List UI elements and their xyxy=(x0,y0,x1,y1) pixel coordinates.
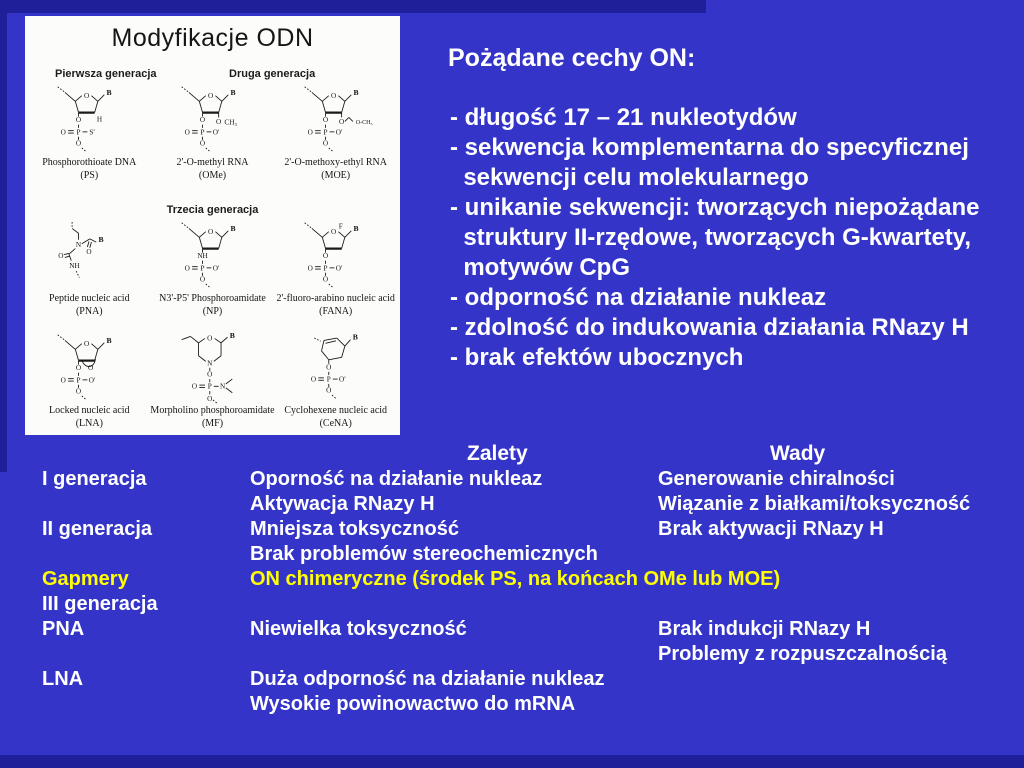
structure-abbr: (MOE) xyxy=(321,170,351,181)
structure-figure xyxy=(276,218,395,318)
structure-figure xyxy=(30,218,149,318)
svg-text:B: B xyxy=(229,331,235,341)
np-structure-drawing xyxy=(160,218,266,292)
structure-abbr: (CeNA) xyxy=(319,418,352,429)
generation-label-first: Pierwsza generacja xyxy=(55,68,157,80)
structure-name: Morpholino phosphoroamidate xyxy=(150,405,275,416)
table-header-row xyxy=(0,442,1024,467)
svg-text:B: B xyxy=(106,87,112,97)
table-header-wady: Wady xyxy=(770,442,826,465)
svg-text:B: B xyxy=(353,87,359,97)
mf-structure-drawing xyxy=(160,330,266,404)
structure-figure xyxy=(153,82,272,182)
table-row xyxy=(42,517,1024,542)
structure-figure xyxy=(153,218,272,318)
svg-text:S′: S′ xyxy=(89,128,96,137)
svg-text:O′: O′ xyxy=(335,128,343,137)
svg-text:O: O xyxy=(199,275,205,284)
svg-text:O: O xyxy=(184,264,190,273)
svg-text:B: B xyxy=(230,223,236,233)
feature-line: - odporność na działanie nukleaz xyxy=(450,284,827,311)
svg-text:P: P xyxy=(200,264,205,273)
features-list xyxy=(450,103,980,373)
svg-text:O′: O′ xyxy=(335,264,343,273)
structure-figure xyxy=(150,330,275,430)
svg-text:O: O xyxy=(338,117,344,126)
feature-line: - sekwencja komplementarna do specyficznej xyxy=(450,134,969,161)
svg-text:O: O xyxy=(307,264,313,273)
svg-text:O: O xyxy=(76,116,82,125)
svg-text:O: O xyxy=(76,364,82,373)
svg-text:B: B xyxy=(106,335,112,345)
svg-text:P: P xyxy=(207,382,212,391)
svg-text:O: O xyxy=(84,340,90,349)
zaleta-cell: Aktywacja RNazy H xyxy=(250,493,435,515)
svg-text:O′: O′ xyxy=(212,128,220,137)
structure-abbr: (PS) xyxy=(80,170,99,181)
generation-label-second: Druga generacja xyxy=(229,68,316,80)
table-row xyxy=(42,567,1024,592)
bottom-border-band xyxy=(0,755,1024,768)
structure-name: 2'-O-methyl RNA xyxy=(176,157,249,168)
svg-text:N: N xyxy=(206,359,212,368)
svg-text:O: O xyxy=(184,128,190,137)
structure-name: Peptide nucleic acid xyxy=(49,293,130,304)
structure-name: Cyclohexene nucleic acid xyxy=(284,405,388,416)
feature-line: - unikanie sekwencji: tworzących niepożądane xyxy=(450,194,980,221)
svg-text:P: P xyxy=(323,128,328,137)
svg-text:O: O xyxy=(86,248,92,257)
svg-text:O: O xyxy=(76,139,82,148)
svg-text:NH: NH xyxy=(196,252,208,261)
figure-title: Modyfikacje ODN xyxy=(111,24,314,52)
moe-structure-drawing xyxy=(283,82,389,156)
table-row xyxy=(42,467,1024,492)
left-border-band xyxy=(0,0,7,472)
svg-text:O-CH₃: O-CH₃ xyxy=(355,119,373,126)
svg-text:O: O xyxy=(330,92,336,101)
structure-abbr: (PNA) xyxy=(75,306,103,317)
svg-text:B: B xyxy=(353,223,359,233)
svg-text:O: O xyxy=(88,364,94,373)
table-row xyxy=(42,617,1024,642)
svg-text:O: O xyxy=(207,92,213,101)
svg-text:B: B xyxy=(98,235,104,245)
svg-text:O: O xyxy=(58,252,64,261)
generation-label: II generacja xyxy=(42,518,153,540)
feature-line: - zdolność do indukowania działania RNazy H xyxy=(450,314,969,341)
feature-line: - długość 17 – 21 nukleotydów xyxy=(450,104,797,131)
generation-label: Gapmery xyxy=(42,568,129,590)
structure-abbr: (OMe) xyxy=(198,170,227,181)
zaleta-cell: Niewielka toksyczność xyxy=(250,618,467,640)
svg-text:O: O xyxy=(322,139,328,148)
table-row xyxy=(42,692,1024,717)
svg-text:O′: O′ xyxy=(338,375,346,384)
wada-cell: Brak aktywacji RNazy H xyxy=(658,518,884,540)
table-row xyxy=(42,492,1024,517)
svg-text:B: B xyxy=(352,332,358,342)
svg-text:O′: O′ xyxy=(89,376,96,385)
generation-label: PNA xyxy=(42,618,85,640)
comparison-table-rows xyxy=(42,467,1024,717)
svg-text:F: F xyxy=(338,222,343,231)
svg-text:O: O xyxy=(330,228,336,237)
structures-row xyxy=(30,218,395,318)
lna-structure-drawing xyxy=(36,330,142,404)
generation-label-third: Trzecia generacja xyxy=(166,204,259,216)
table-header-zalety: Zalety xyxy=(467,442,528,465)
svg-text:P: P xyxy=(76,376,81,385)
structure-figure xyxy=(276,82,395,182)
svg-text:O: O xyxy=(325,363,332,372)
svg-text:O: O xyxy=(60,376,67,385)
svg-text:P: P xyxy=(200,128,205,137)
pna-structure-drawing xyxy=(36,218,142,292)
feature-line: sekwencji celu molekularnego xyxy=(450,164,809,191)
svg-text:B: B xyxy=(230,87,236,97)
zaleta-cell: Oporność na działanie nukleaz xyxy=(250,468,543,490)
zaleta-cell: Brak problemów stereochemicznych xyxy=(250,543,598,565)
svg-text:H: H xyxy=(97,115,103,124)
generation-label: III generacja xyxy=(42,593,158,615)
ome-structure-drawing xyxy=(160,82,266,156)
generation-label: LNA xyxy=(42,668,84,690)
svg-text:P: P xyxy=(76,128,81,137)
svg-text:P: P xyxy=(326,375,331,384)
structure-figure xyxy=(276,330,395,430)
svg-text:O: O xyxy=(206,334,212,343)
wada-cell: Wiązanie z białkami/toksyczność xyxy=(658,493,971,515)
wada-cell: Problemy z rozpuszczalnością xyxy=(658,643,947,665)
svg-text:O: O xyxy=(307,128,313,137)
svg-text:O: O xyxy=(322,252,328,261)
svg-text:O: O xyxy=(215,117,221,126)
structures-row xyxy=(30,82,395,182)
structure-figure xyxy=(30,330,149,430)
figure-panel xyxy=(25,16,400,435)
structure-abbr: (NP) xyxy=(202,306,223,317)
svg-text:O′: O′ xyxy=(212,264,220,273)
structure-name: 2'-fluoro-arabino nucleic acid xyxy=(276,293,395,304)
table-row xyxy=(42,592,1024,617)
structure-name: Locked nucleic acid xyxy=(49,405,130,416)
structure-abbr: (MF) xyxy=(201,418,224,429)
features-title: Pożądane cechy ON: xyxy=(448,44,696,72)
svg-text:N: N xyxy=(76,240,82,249)
structure-abbr: (FANA) xyxy=(319,306,353,317)
structure-name: 2'-O-methoxy-ethyl RNA xyxy=(284,157,387,168)
generation-label: I generacja xyxy=(42,468,147,490)
svg-text:O: O xyxy=(322,275,328,284)
wada-cell: Brak indukcji RNazy H xyxy=(658,618,871,640)
svg-text:O: O xyxy=(191,382,197,391)
structure-figure xyxy=(30,82,149,182)
structure-abbr: (LNA) xyxy=(75,418,103,429)
svg-text:O: O xyxy=(207,228,213,237)
svg-text:O: O xyxy=(199,116,205,125)
structure-name: N3'-P5' Phosphoroamidate xyxy=(159,293,266,304)
fana-structure-drawing xyxy=(283,218,389,292)
svg-text:O: O xyxy=(84,92,90,101)
svg-text:O: O xyxy=(206,394,212,403)
svg-text:P: P xyxy=(323,264,328,273)
feature-line: - brak efektów ubocznych xyxy=(450,344,744,371)
feature-line: motywów CpG xyxy=(450,254,630,281)
structures-row xyxy=(30,330,395,430)
wada-cell: Generowanie chiralności xyxy=(658,468,895,490)
zaleta-cell: ON chimeryczne (środek PS, na końcach OMe lub MOE) xyxy=(250,568,781,590)
svg-text:O: O xyxy=(60,128,67,137)
zaleta-cell: Duża odporność na działanie nukleaz xyxy=(250,668,605,690)
table-row xyxy=(42,667,1024,692)
svg-text:N: N xyxy=(219,382,225,391)
table-row xyxy=(42,542,1024,567)
top-border-band xyxy=(0,0,706,13)
svg-text:O: O xyxy=(76,387,82,396)
svg-text:O: O xyxy=(206,370,212,379)
zaleta-cell: Wysokie powinowactwo do mRNA xyxy=(250,693,576,715)
svg-text:O: O xyxy=(322,116,328,125)
svg-text:CH₃: CH₃ xyxy=(223,118,237,127)
cena-structure-drawing xyxy=(283,330,389,404)
ps-structure-drawing xyxy=(36,82,142,156)
structure-name: Phosphorothioate DNA xyxy=(42,157,137,168)
svg-text:O: O xyxy=(310,375,316,384)
zaleta-cell: Mniejsza toksyczność xyxy=(250,518,459,540)
table-row xyxy=(42,642,1024,667)
svg-text:O: O xyxy=(325,386,332,395)
svg-text:O: O xyxy=(199,139,205,148)
feature-line: struktury II-rzędowe, tworzących G-kwartety, xyxy=(450,224,972,251)
svg-text:NH: NH xyxy=(69,261,81,270)
